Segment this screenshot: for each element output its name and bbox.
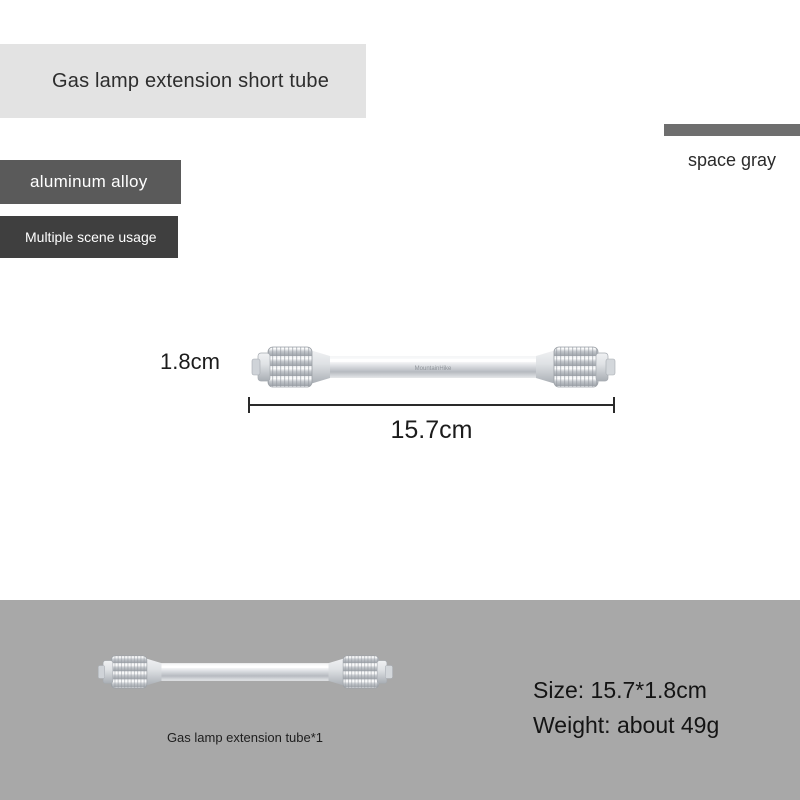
page-title: Gas lamp extension short tube	[52, 69, 330, 92]
dimension-width-rule	[248, 404, 615, 406]
extension-tube-illustration	[248, 336, 618, 398]
extension-tube-illustration-small	[95, 644, 395, 700]
color-swatch-label: space gray	[687, 150, 777, 170]
product-image-main	[248, 336, 618, 398]
feature-tag-material-label: aluminum alloy	[30, 172, 148, 191]
spec-size: Size: 15.7*1.8cm	[533, 677, 707, 703]
package-caption: Gas lamp extension tube*1	[166, 730, 324, 745]
feature-tag-usage-label: Multiple scene usage	[25, 229, 157, 245]
spec-weight: Weight: about 49g	[533, 712, 720, 738]
spec-list	[533, 673, 719, 743]
brand-mark: MountainHike	[414, 366, 452, 372]
feature-tag-usage	[0, 216, 178, 258]
dimension-height-label: 1.8cm	[160, 349, 220, 374]
title-banner	[0, 44, 366, 118]
product-image-package	[95, 644, 395, 700]
dimension-width-label: 15.7cm	[390, 416, 473, 444]
color-swatch-group	[664, 124, 800, 171]
color-swatch	[664, 124, 800, 136]
feature-tag-material	[0, 160, 181, 204]
